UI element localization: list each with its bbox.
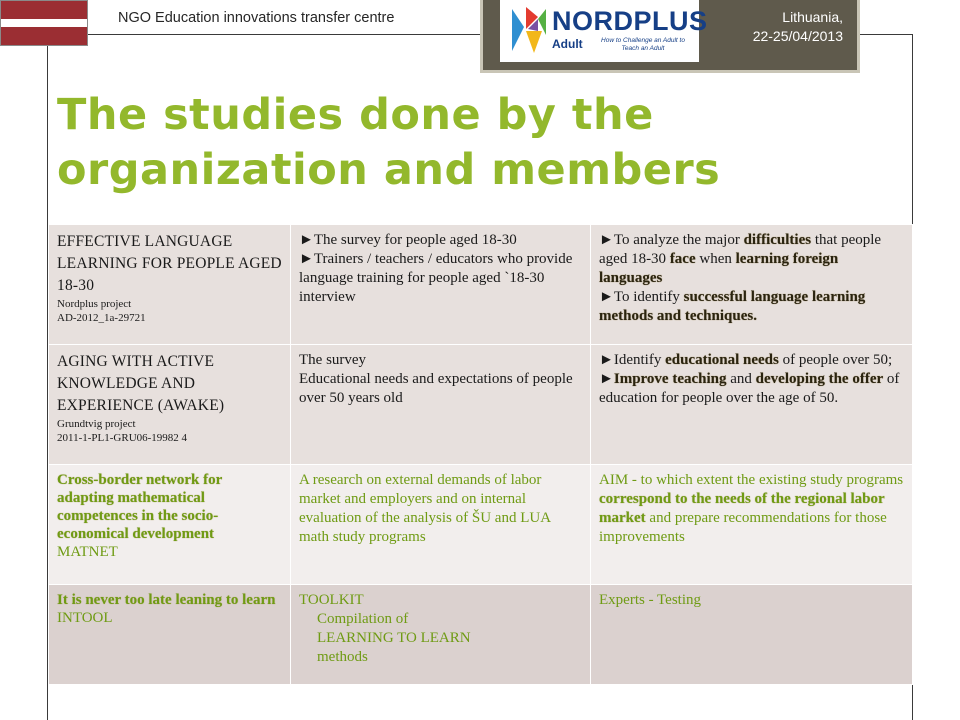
method-line: ►The survey for people aged 18-30 [299,232,517,248]
study-program: Grundtvig project [57,418,136,430]
method-line: Educational needs and expectations of people over 50 years old [299,371,573,406]
study-method-cell [291,465,591,585]
study-method-cell [291,585,591,685]
aim-paragraph: ►To identify successful language learning methods and techniques. [599,289,866,324]
study-method-cell [291,225,591,345]
study-name: AGING WITH ACTIVE KNOWLEDGE AND EXPERIENCE (AWAKE) [57,353,225,414]
method-line: ►Trainers / teachers / educators who provide language training for people aged `18-30 interview [299,251,573,305]
study-name-cell [49,465,291,585]
table-row [49,225,913,345]
aim-paragraph: ►Identify educational needs of people over 50; [599,352,893,368]
method-line: methods [317,649,368,665]
flag-stripe-bottom [1,27,87,45]
event-location-date [703,8,843,46]
method-line: The survey [299,352,367,368]
method-line: Compilation of [317,611,409,627]
flag-stripe-top [1,1,87,19]
aim-paragraph: ►Improve teaching and developing the offer of education for people over the age of 50. [599,371,900,406]
slide-title: The studies done by the organization and members [57,90,721,195]
study-aim-cell [591,225,913,345]
nordplus-logo [500,0,708,62]
logo-tagline: How to Challenge an Adult to Teach an Adult [601,37,685,52]
aim-paragraph: ►To analyze the major difficulties that people aged 18-30 face when learning foreign languages [599,232,882,286]
nordplus-logo-mark-icon [508,5,548,55]
logo-subtitle: Adult [552,37,583,51]
study-aim-cell [591,345,913,465]
event-location: Lithuania, [782,9,843,25]
study-aim-cell [591,465,913,585]
table-row [49,465,913,585]
study-name-cell [49,225,291,345]
study-acronym: INTOOL [57,610,113,626]
table-row [49,585,913,685]
aim-paragraph: AIM - to which extent the existing study programs correspond to the needs of the regional labor market and prepare recommendations for those improvements [599,472,904,545]
study-code: 2011-1-PL1-GRU06-19982 4 [57,432,188,444]
logo-wordmark: NORDPLUS [552,6,708,36]
study-name-cell [49,345,291,465]
method-line: TOOLKIT [299,592,364,608]
study-name: Cross-border network for adapting mathematical competences in the socio-economical development [57,472,222,542]
study-name-cell [49,585,291,685]
study-acronym: MATNET [57,544,118,560]
studies-table [48,224,913,685]
study-aim-cell [591,585,913,685]
event-date: 22-25/04/2013 [752,28,843,44]
method-line: A research on external demands of labor market and employers and on internal evaluation of the analysis of ŠU and LUA math study programs [299,472,551,545]
aim-paragraph: Experts - Testing [599,592,701,608]
study-method-cell [291,345,591,465]
flag-stripe-middle [1,19,87,28]
method-line: LEARNING TO LEARN [317,630,471,646]
study-code: AD-2012_1a-29721 [57,312,146,324]
organization-name: NGO Education innovations transfer centre [118,10,395,26]
study-name: It is never too late leaning to learn [57,592,276,608]
logo-banner [480,0,860,73]
table-row [49,345,913,465]
latvia-flag-icon [0,0,88,46]
study-name: EFFECTIVE LANGUAGE LEARNING FOR PEOPLE AGED 18-30 [57,233,282,294]
study-program: Nordplus project [57,298,132,310]
